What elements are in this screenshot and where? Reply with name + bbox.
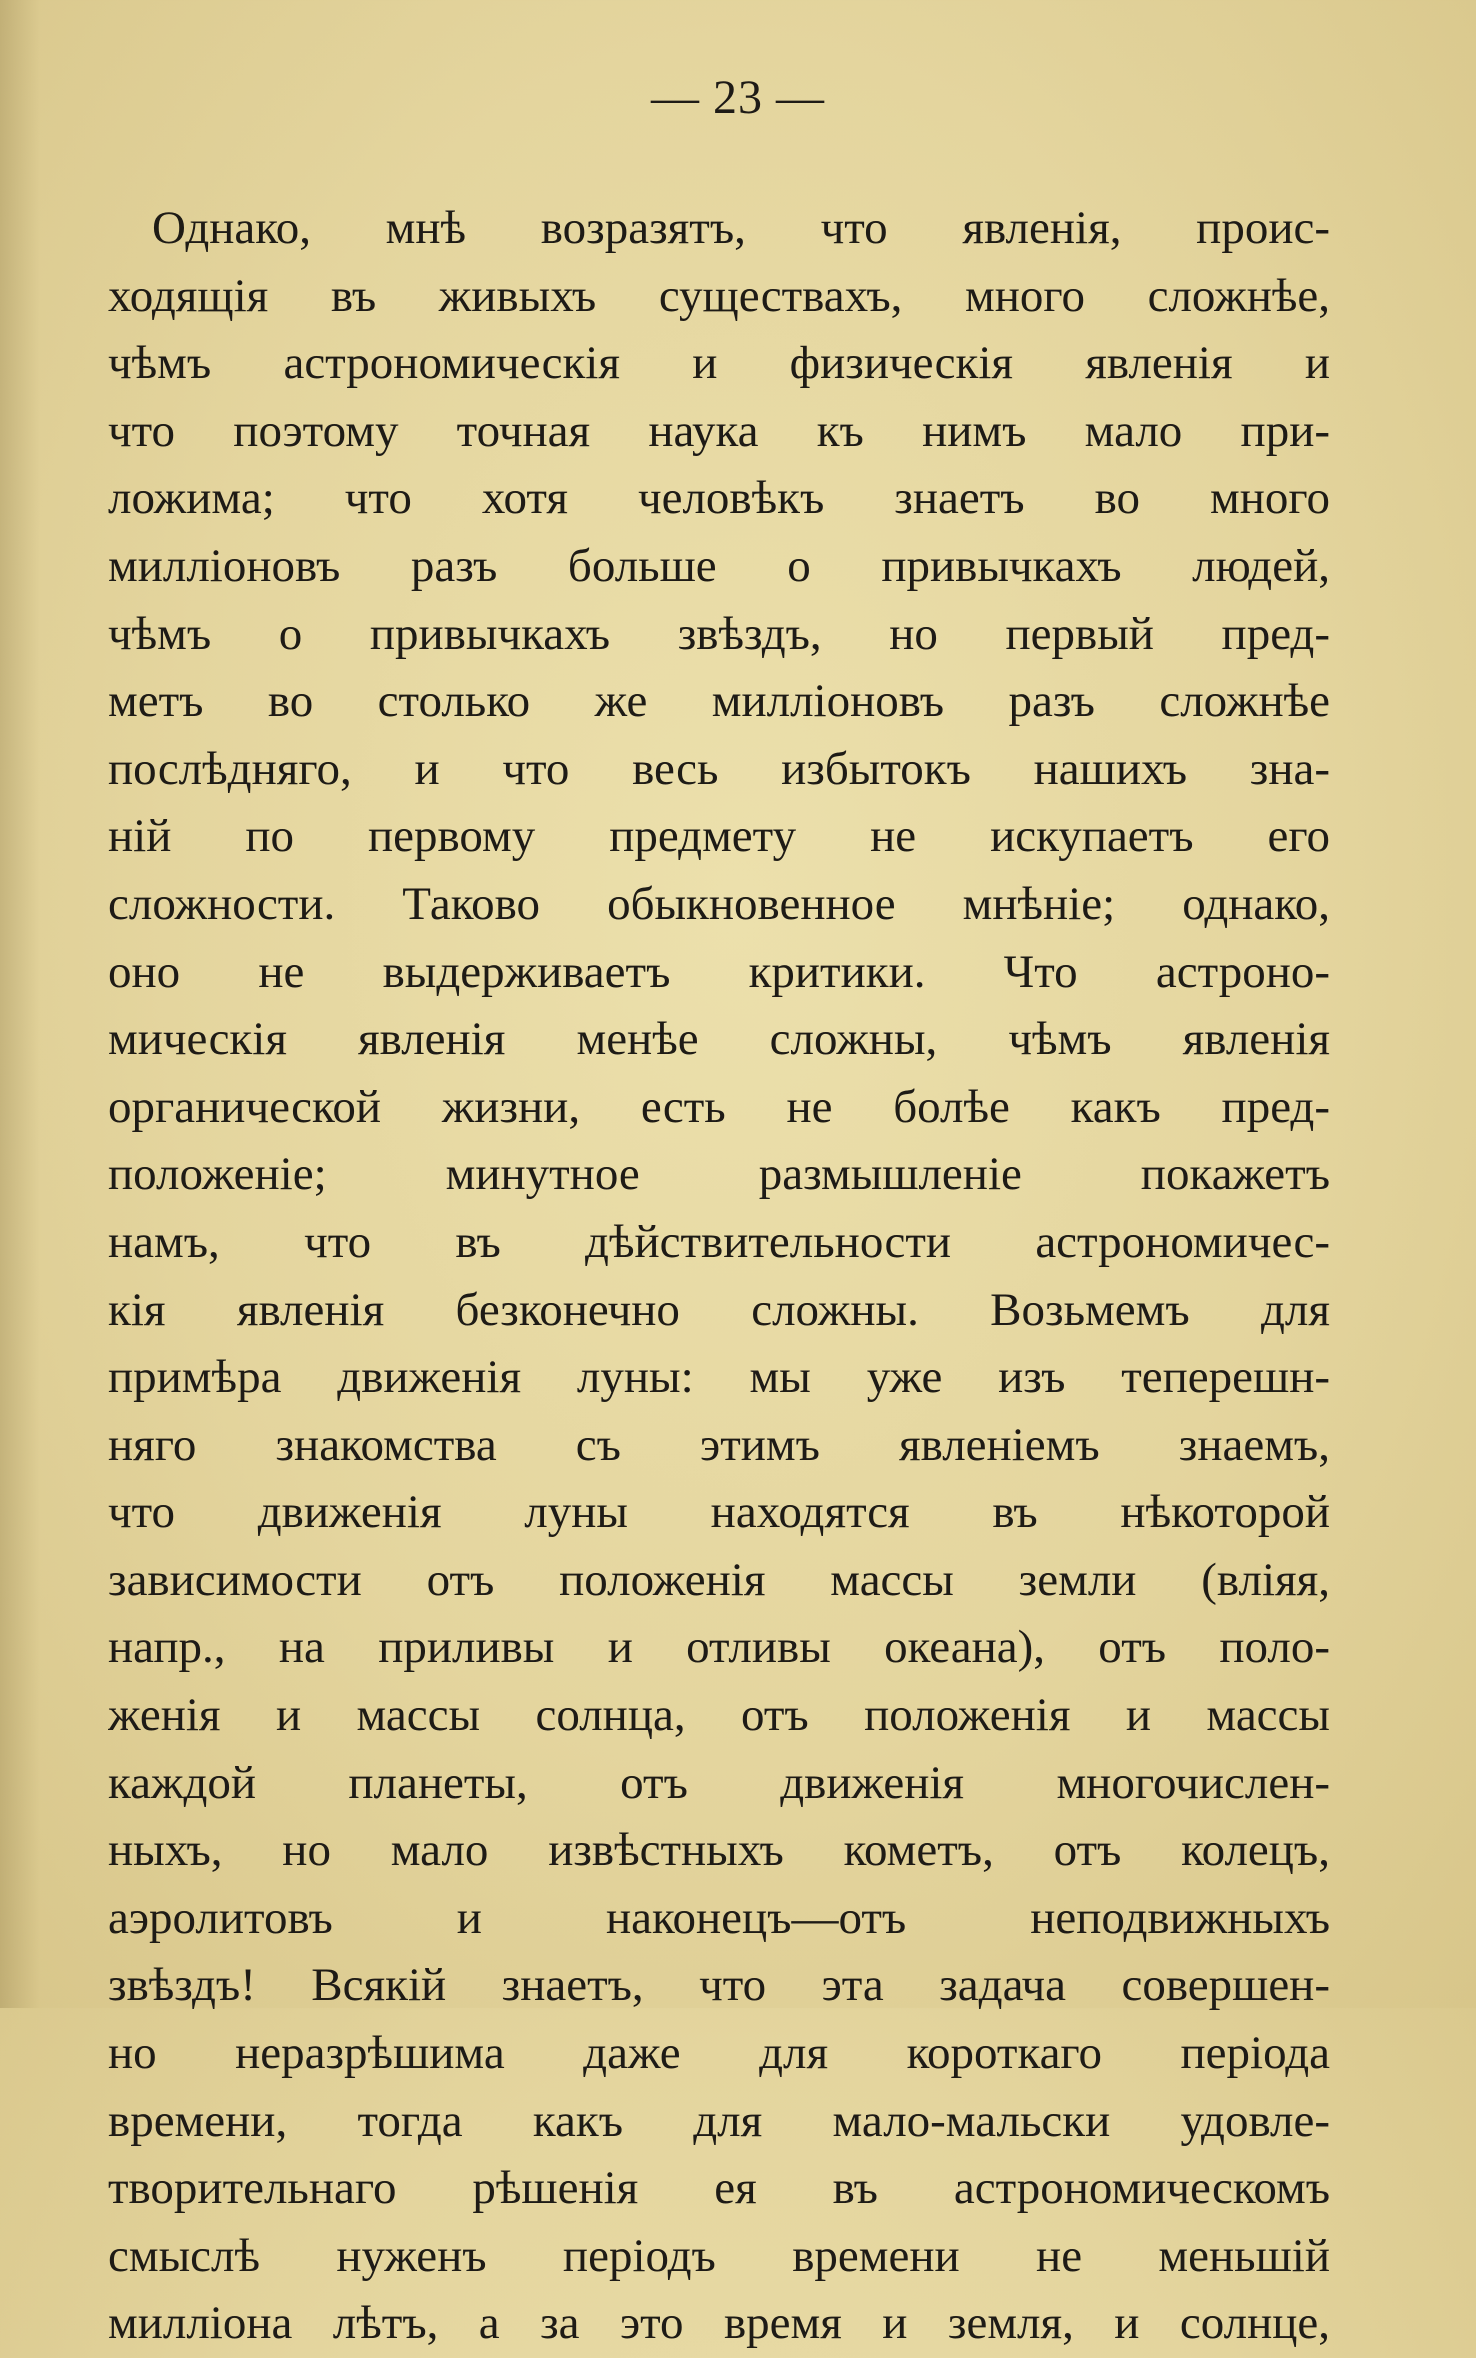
text-line: милліоновъ разъ больше о привычкахъ людей, [108,539,1330,592]
text-line: милліона лѣтъ, а за это время и земля, и солнце, [108,2297,1330,2350]
text-line: послѣдняго, и что весь избытокъ нашихъ зна- [108,742,1330,795]
text-line: ній по первому предмету не искупаетъ его [108,810,1330,863]
text-line: напр., на приливы и отливы океана), отъ поло- [108,1621,1330,1674]
text-line: ходящія въ живыхъ существахъ, много сложнѣе, [108,269,1330,322]
text-line: чѣмъ о привычкахъ звѣздъ, но первый пред- [108,607,1330,660]
text-line: положеніе; минутное размышленіе покажетъ [108,1148,1330,1201]
text-line: звѣздъ! Всякій знаетъ, что эта задача совершен- [108,1959,1330,2012]
text-line: мическія явленія менѣе сложны, чѣмъ явленія [108,1013,1330,1066]
text-line: намъ, что въ дѣйствительности астрономичес- [108,1215,1330,1268]
text-line: что движенія луны находятся въ нѣкоторой [108,1486,1330,1539]
body-text [108,195,1330,2358]
text-line: ложима; что хотя человѣкъ знаетъ во много [108,472,1330,525]
text-line: няго знакомства съ этимъ явленіемъ знаемъ, [108,1418,1330,1471]
text-line: что поэтому точная наука къ нимъ мало при- [108,404,1330,457]
text-line: оно не выдерживаетъ критики. Что астроно- [108,945,1330,998]
text-line: чѣмъ астрономическія и физическія явленія и [108,337,1330,390]
text-line: примѣра движенія луны: мы уже изъ теперешн- [108,1351,1330,1404]
text-line: женія и массы солнца, отъ положенія и массы [108,1689,1330,1742]
text-line: но неразрѣшима даже для короткаго періода [108,2027,1330,2080]
text-line: Однако, мнѣ возразятъ, что явленія, проис- [152,202,1330,254]
text-line: каждой планеты, отъ движенія многочислен- [108,1756,1330,1809]
text-line: метъ во столько же милліоновъ разъ сложнѣе [108,675,1330,728]
page-edge-shadow [0,0,40,2008]
text-line: сложности. Таково обыкновенное мнѣніе; однако, [108,877,1330,930]
text-line: смыслѣ нуженъ періодъ времени не меньшій [108,2229,1330,2282]
text-line: ныхъ, но мало извѣстныхъ кометъ, отъ колецъ, [108,1824,1330,1877]
text-line: органической жизни, есть не болѣе какъ пред- [108,1080,1330,1133]
text-line: зависимости отъ положенія массы земли (вліяя, [108,1553,1330,1606]
text-line: творительнаго рѣшенія ея въ астрономическомъ [108,2162,1330,2215]
text-line: кія явленія безконечно сложны. Возьмемъ для [108,1283,1330,1336]
page-number: — 23 — [651,71,825,124]
text-line: аэролитовъ и наконецъ—отъ неподвижныхъ [108,1891,1330,1944]
text-line: времени, тогда какъ для мало-мальски удовле- [108,2094,1330,2147]
